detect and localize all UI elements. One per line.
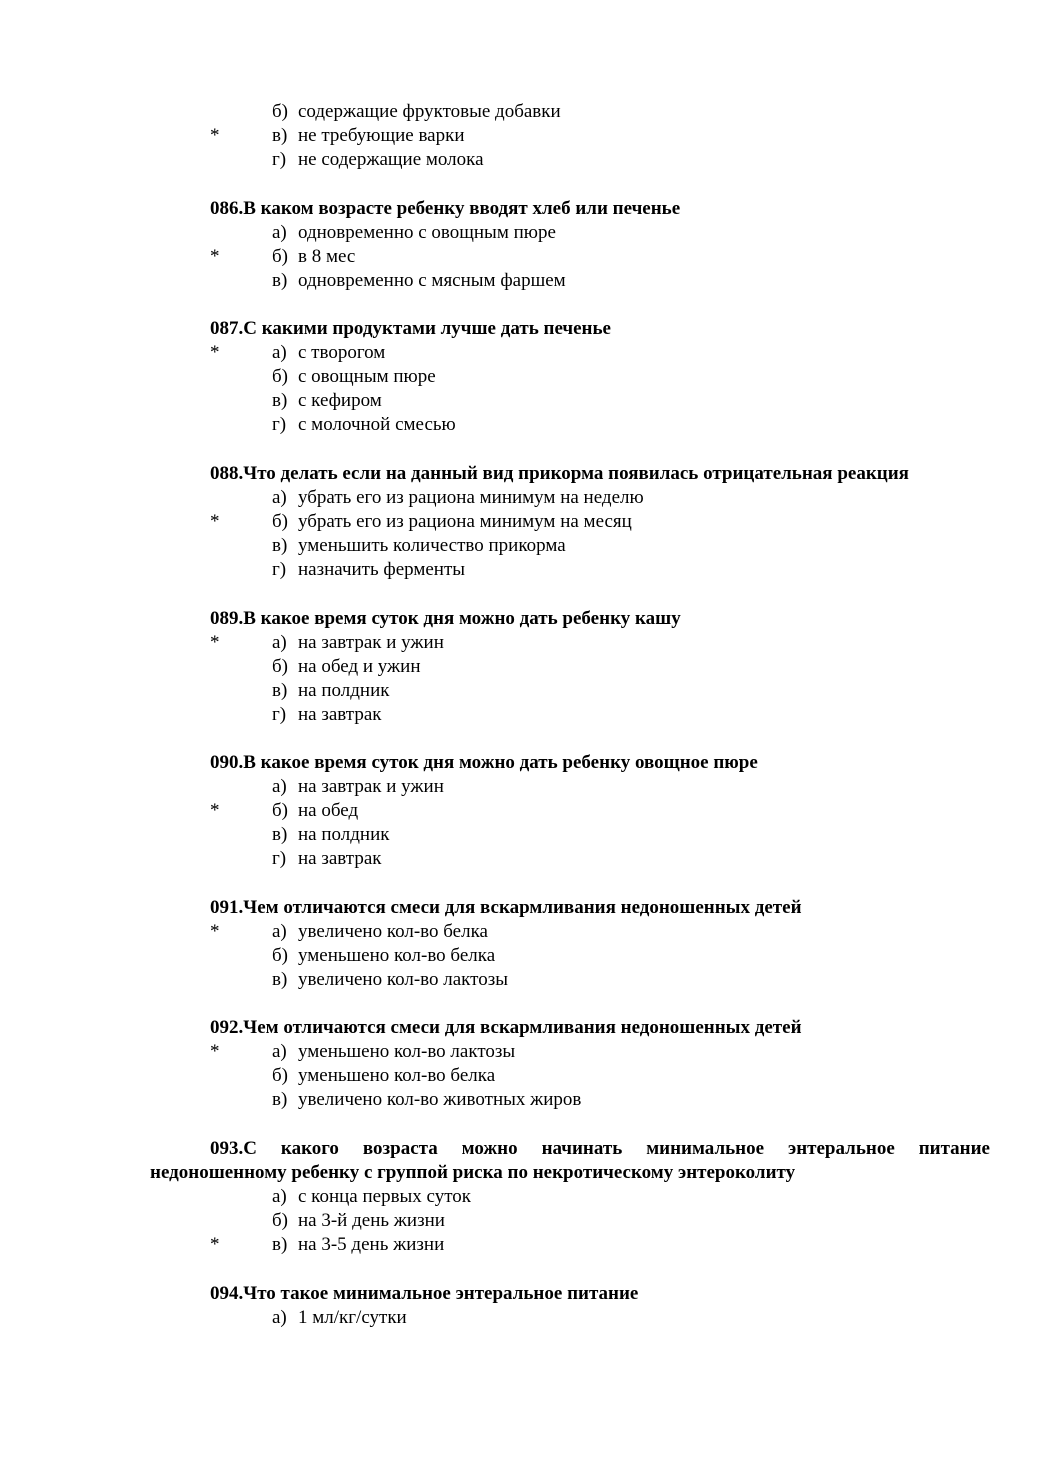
option-letter: в) — [272, 1089, 288, 1110]
option-letter: б) — [272, 945, 288, 966]
option-letter: в) — [272, 270, 288, 291]
option-text: на завтрак — [298, 704, 382, 725]
option-letter: б) — [272, 800, 288, 821]
correct-answer-marker: * — [210, 511, 220, 532]
option-text: назначить ферменты — [298, 559, 466, 580]
option-letter: а) — [272, 1307, 287, 1328]
option-letter: б) — [272, 366, 288, 387]
option-text: в 8 мес — [298, 246, 356, 267]
option-text: на завтрак и ужин — [298, 776, 444, 797]
correct-answer-marker: * — [210, 632, 220, 653]
option-letter: в) — [272, 969, 288, 990]
option-text: не требующие варки — [298, 125, 465, 146]
correct-answer-marker: * — [210, 246, 220, 267]
option-text: на обед — [298, 800, 359, 821]
option-letter: г) — [272, 149, 287, 170]
option-letter: а) — [272, 487, 287, 508]
option-text: увеличено кол-во белка — [298, 921, 488, 942]
option-text: на обед и ужин — [298, 656, 421, 677]
option-letter: а) — [272, 921, 287, 942]
option-letter: а) — [272, 222, 287, 243]
option-letter: г) — [272, 704, 287, 725]
option-text: 1 мл/кг/сутки — [298, 1307, 407, 1328]
option-letter: б) — [272, 246, 288, 267]
option-text: на 3-5 день жизни — [298, 1234, 445, 1255]
option-letter: в) — [272, 824, 288, 845]
correct-answer-marker: * — [210, 125, 220, 146]
option-text: на 3-й день жизни — [298, 1210, 445, 1231]
option-text: одновременно с овощным пюре — [298, 222, 556, 243]
option-letter: б) — [272, 656, 288, 677]
option-text: с молочной смесью — [298, 414, 456, 435]
question-title: 091.Чем отличаются смеси для вскармливания недоношенных детей — [210, 897, 802, 918]
option-letter: а) — [272, 776, 287, 797]
option-text: уменьшено кол-во белка — [298, 1065, 496, 1086]
question-title: 092.Чем отличаются смеси для вскармливания недоношенных детей — [210, 1017, 802, 1038]
option-letter: б) — [272, 1210, 288, 1231]
option-text: с творогом — [298, 342, 386, 363]
option-text: уменьшить количество прикорма — [298, 535, 566, 556]
option-text: с кефиром — [298, 390, 382, 411]
option-letter: а) — [272, 1186, 287, 1207]
option-text: уменьшено кол-во лактозы — [298, 1041, 516, 1062]
question-title: 093.С какого возраста можно начинать минимальное энтеральное питание — [210, 1138, 990, 1159]
question-title: 089.В какое время суток дня можно дать ребенку кашу — [210, 608, 681, 629]
option-text: увеличено кол-во животных жиров — [298, 1089, 582, 1110]
option-text: с конца первых суток — [298, 1186, 472, 1207]
correct-answer-marker: * — [210, 800, 220, 821]
option-text: на полдник — [298, 680, 390, 701]
option-letter: в) — [272, 1234, 288, 1255]
question-title: 087.С какими продуктами лучше дать печенье — [210, 318, 611, 339]
option-text: убрать его из рациона минимум на неделю — [298, 487, 644, 508]
option-letter: г) — [272, 559, 287, 580]
correct-answer-marker: * — [210, 342, 220, 363]
option-letter: б) — [272, 511, 288, 532]
option-letter: а) — [272, 1041, 287, 1062]
option-letter: а) — [272, 632, 287, 653]
option-text: с овощным пюре — [298, 366, 436, 387]
option-text: на завтрак — [298, 848, 382, 869]
option-text: на полдник — [298, 824, 390, 845]
option-letter: в) — [272, 535, 288, 556]
option-letter: а) — [272, 342, 287, 363]
question-title-continuation: недоношенному ребенку с группой риска по некротическому энтероколиту — [150, 1162, 796, 1183]
option-letter: г) — [272, 848, 287, 869]
option-text: не содержащие молока — [298, 149, 484, 170]
option-text: содержащие фруктовые добавки — [298, 101, 561, 122]
option-letter: б) — [272, 1065, 288, 1086]
correct-answer-marker: * — [210, 921, 220, 942]
question-title: 094.Что такое минимальное энтеральное питание — [210, 1283, 639, 1304]
option-text: увеличено кол-во лактозы — [298, 969, 508, 990]
option-letter: б) — [272, 101, 288, 122]
question-title: 088.Что делать если на данный вид прикорма появилась отрицательная реакция — [210, 463, 909, 484]
option-text: убрать его из рациона минимум на месяц — [298, 511, 632, 532]
option-text: на завтрак и ужин — [298, 632, 444, 653]
option-text: одновременно с мясным фаршем — [298, 270, 566, 291]
option-letter: в) — [272, 125, 288, 146]
question-title: 090.В какое время суток дня можно дать ребенку овощное пюре — [210, 752, 758, 773]
option-letter: в) — [272, 390, 288, 411]
correct-answer-marker: * — [210, 1041, 220, 1062]
option-letter: в) — [272, 680, 288, 701]
correct-answer-marker: * — [210, 1234, 220, 1255]
question-title: 086.В каком возрасте ребенку вводят хлеб или печенье — [210, 198, 681, 219]
option-letter: г) — [272, 414, 287, 435]
option-text: уменьшено кол-во белка — [298, 945, 496, 966]
